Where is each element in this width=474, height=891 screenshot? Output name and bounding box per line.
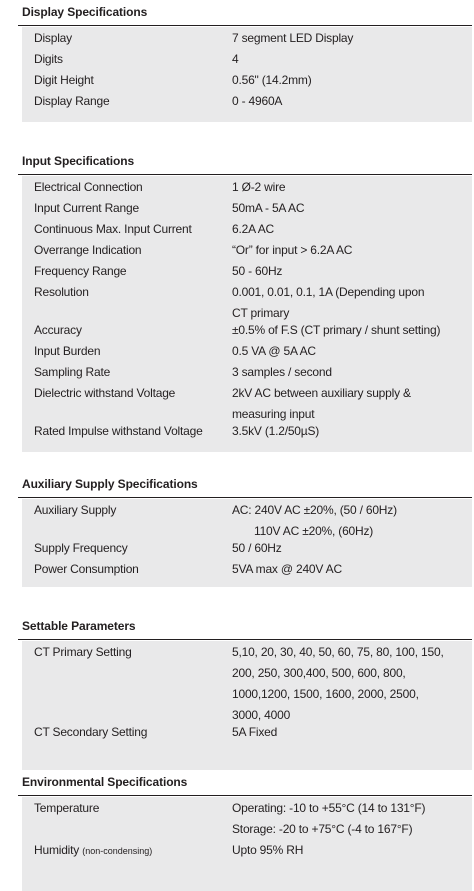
section-title: Auxiliary Supply Specifications — [22, 477, 198, 491]
section-divider — [18, 174, 472, 175]
spec-value — [232, 219, 468, 240]
spec-label: Auxiliary Supply — [34, 503, 117, 517]
section-divider — [18, 639, 472, 640]
spec-value — [232, 559, 468, 580]
spec-label: Accuracy — [34, 323, 82, 337]
spec-value-line: 50mA - 5A AC — [232, 201, 305, 215]
spec-table — [22, 499, 472, 587]
spec-value — [232, 240, 468, 261]
spec-value-line: 5,10, 20, 30, 40, 50, 60, 75, 80, 100, 150, — [232, 645, 444, 659]
spec-value-line: AC: 240V AC ±20%, (50 / 60Hz) — [232, 503, 397, 517]
spec-value-line: 1000,1200, 1500, 1600, 2000, 2500, — [232, 687, 419, 701]
spec-value — [232, 320, 468, 341]
spec-value-line: 3.5kV (1.2/50µS) — [232, 424, 320, 438]
spec-value-line: 50 - 60Hz — [232, 264, 283, 278]
section-title: Input Specifications — [22, 154, 135, 168]
spec-label: Input Burden — [34, 344, 101, 358]
spec-value-line: measuring input — [232, 407, 315, 421]
spec-value — [232, 840, 468, 861]
spec-value — [232, 28, 468, 49]
section-divider — [18, 497, 472, 498]
spec-value-line: Upto 95% RH — [232, 843, 304, 857]
spec-label: Power Consumption — [34, 562, 139, 576]
spec-label: Display Range — [34, 94, 110, 108]
spec-value — [232, 421, 468, 442]
section-divider — [18, 795, 472, 796]
spec-value-line: 0.001, 0.01, 0.1, 1A (Depending upon — [232, 285, 425, 299]
spec-value-line: 0.56" (14.2mm) — [232, 73, 312, 87]
spec-label-note: (non-condensing) — [82, 846, 153, 856]
spec-value — [232, 341, 468, 362]
spec-value-line: 0.5 VA @ 5A AC — [232, 344, 316, 358]
spec-value-line: 200, 250, 300,400, 500, 600, 800, — [232, 666, 406, 680]
spec-table — [22, 641, 472, 770]
spec-value — [232, 538, 468, 559]
spec-value-line: 0 - 4960A — [232, 94, 283, 108]
spec-value-line: 5VA max @ 240V AC — [232, 562, 342, 576]
spec-value — [232, 91, 468, 112]
spec-label: Digit Height — [34, 73, 94, 87]
spec-value — [232, 383, 468, 425]
spec-label: Rated Impulse withstand Voltage — [34, 424, 203, 438]
spec-value — [232, 282, 468, 324]
spec-value — [232, 70, 468, 91]
spec-label: Resolution — [34, 285, 89, 299]
spec-value-line: 5A Fixed — [232, 725, 278, 739]
spec-label: Display — [34, 31, 72, 45]
spec-value — [232, 49, 468, 70]
spec-label: Input Current Range — [34, 201, 139, 215]
spec-table — [22, 176, 472, 452]
spec-value — [232, 722, 468, 743]
spec-table — [22, 27, 472, 122]
spec-label: Dielectric withstand Voltage — [34, 386, 176, 400]
spec-value-line: 2kV AC between auxiliary supply & — [232, 386, 411, 400]
section-divider — [18, 25, 472, 26]
spec-value-line: ±0.5% of F.S (CT primary / shunt setting) — [232, 323, 441, 337]
spec-label: Frequency Range — [34, 264, 127, 278]
spec-value-line: 3000, 4000 — [232, 708, 291, 722]
spec-label: Supply Frequency — [34, 541, 128, 555]
spec-value — [232, 177, 468, 198]
spec-label: Temperature — [34, 801, 100, 815]
section-title: Settable Parameters — [22, 619, 136, 633]
spec-value — [232, 500, 468, 542]
spec-label: Overrange Indication — [34, 243, 142, 257]
spec-value-line: Storage: -20 to +75°C (-4 to 167°F) — [232, 822, 413, 836]
section-title: Environmental Specifications — [22, 775, 188, 789]
spec-value — [232, 198, 468, 219]
spec-label: CT Primary Setting — [34, 645, 132, 659]
spec-value-line: 6.2A AC — [232, 222, 274, 236]
spec-value — [232, 642, 468, 726]
spec-value-line: CT primary — [232, 306, 290, 320]
spec-label: Continuous Max. Input Current — [34, 222, 192, 236]
spec-label: Humidity (non-condensing) — [34, 843, 153, 857]
spec-value-line: 3 samples / second — [232, 365, 332, 379]
spec-label: Digits — [34, 52, 63, 66]
spec-label: CT Secondary Setting — [34, 725, 148, 739]
spec-value — [232, 261, 468, 282]
spec-value — [232, 798, 468, 840]
spec-value-line: 7 segment LED Display — [232, 31, 354, 45]
spec-value-line: 110V AC ±20%, (60Hz) — [254, 524, 374, 538]
spec-value-line: “Or” for input > 6.2A AC — [232, 243, 353, 257]
spec-value-line: 4 — [232, 52, 239, 66]
spec-value-line: Operating: -10 to +55°C (14 to 131°F) — [232, 801, 426, 815]
spec-value — [232, 362, 468, 383]
spec-value-line: 50 / 60Hz — [232, 541, 282, 555]
spec-value-line: 1 Ø-2 wire — [232, 180, 286, 194]
spec-table — [22, 797, 472, 891]
spec-label: Sampling Rate — [34, 365, 111, 379]
section-title: Display Specifications — [22, 5, 148, 19]
spec-label: Electrical Connection — [34, 180, 143, 194]
